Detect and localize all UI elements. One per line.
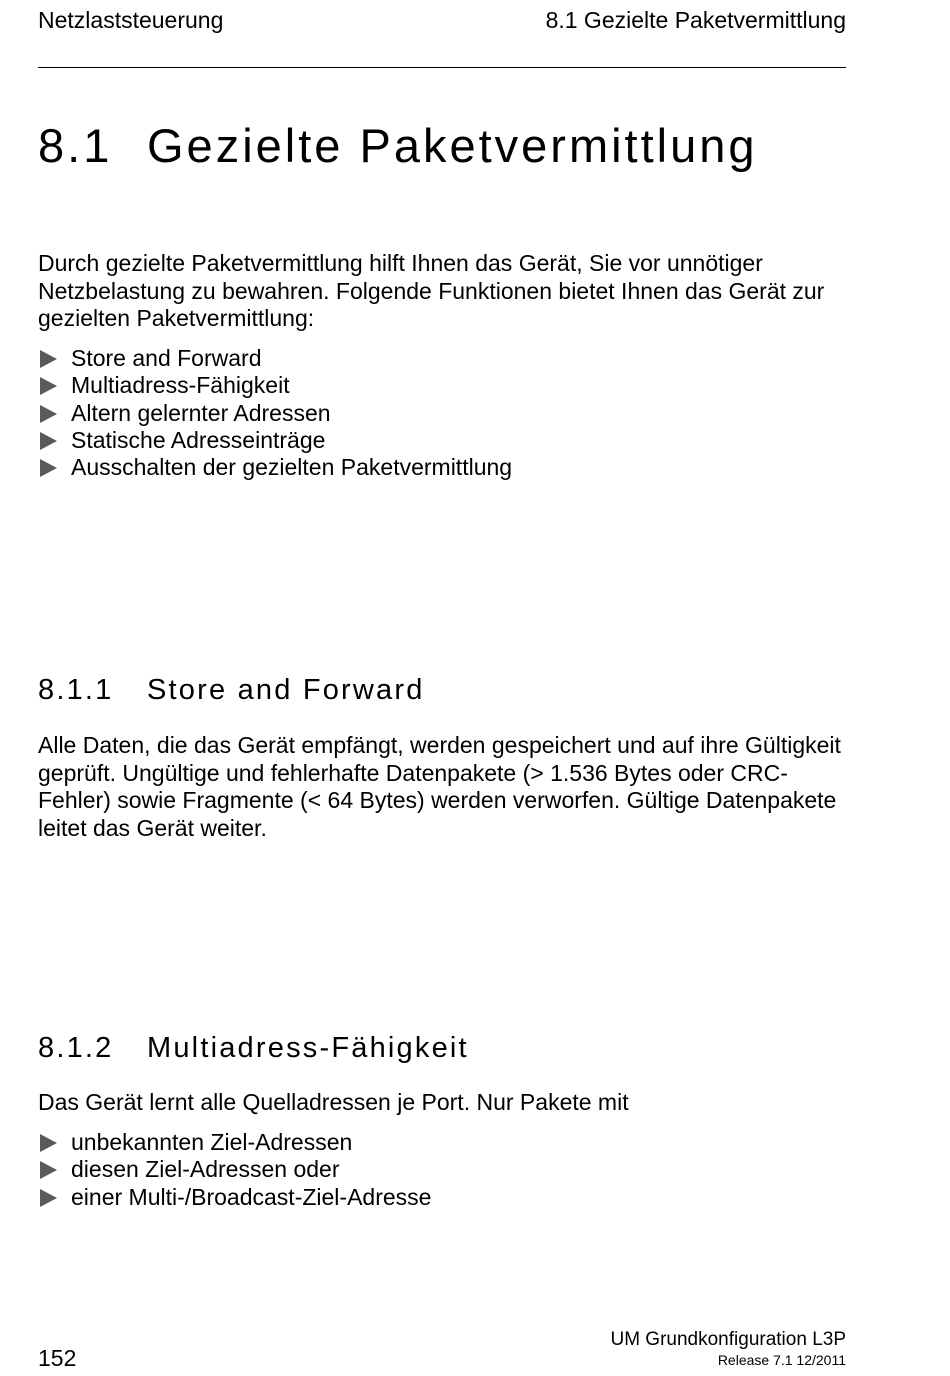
triangle-right-icon bbox=[40, 405, 57, 423]
store-forward-text: Alle Daten, die das Gerät empfängt, werden gespeichert und auf ihre Gültigkeit geprüft. Ungültige und fehlerhafte Datenpakete (> 1.536 Bytes oder CRC-Fehler) sowie Fragmente (< 64 Bytes) werden verworfen. Gültige Datenpakete leitet das Gerät weiter. bbox=[38, 732, 841, 841]
triangle-right-icon bbox=[40, 1134, 57, 1152]
triangle-right-icon bbox=[40, 459, 57, 477]
subsection-heading-store-forward bbox=[38, 673, 425, 707]
triangle-right-icon bbox=[40, 1189, 57, 1207]
footer-document-title: UM Grundkonfiguration L3P bbox=[610, 1329, 846, 1350]
section-number: 8.1 bbox=[38, 119, 113, 172]
list-item: einer Multi-/Broadcast-Ziel-Adresse bbox=[38, 1184, 431, 1211]
triangle-right-icon bbox=[40, 377, 57, 395]
feature-list bbox=[38, 345, 512, 481]
header-divider bbox=[38, 67, 846, 68]
section-heading bbox=[38, 118, 758, 174]
subsection-title: Store and Forward bbox=[147, 674, 425, 706]
section-intro: Durch gezielte Paketvermittlung hilft Ihnen das Gerät, Sie vor unnötiger Netzbelastung zu bewahren. Folgende Funktionen bietet Ihnen das Gerät zur gezielten Paketvermittlung: bbox=[38, 250, 825, 331]
list-item: Store and Forward bbox=[38, 345, 512, 372]
list-item: Ausschalten der gezielten Paketvermittlung bbox=[38, 454, 512, 481]
section-title: Gezielte Paketvermittlung bbox=[147, 119, 758, 172]
list-item: Multiadress-Fähigkeit bbox=[38, 372, 512, 399]
list-item: Altern gelernter Adressen bbox=[38, 400, 512, 427]
triangle-right-icon bbox=[40, 350, 57, 368]
triangle-right-icon bbox=[40, 1161, 57, 1179]
subsection-number: 8.1.2 bbox=[38, 1032, 114, 1064]
footer-release: Release 7.1 12/2011 bbox=[717, 1352, 846, 1368]
address-list bbox=[38, 1129, 431, 1211]
subsection-title: Multiadress-Fähigkeit bbox=[147, 1032, 469, 1064]
subsection-heading-multiaddress bbox=[38, 1031, 469, 1065]
list-item: diesen Ziel-Adressen oder bbox=[38, 1156, 431, 1183]
page-number: 152 bbox=[38, 1345, 77, 1371]
list-item: unbekannten Ziel-Adressen bbox=[38, 1129, 431, 1156]
subsection-number: 8.1.1 bbox=[38, 674, 114, 706]
list-item: Statische Adresseinträge bbox=[38, 427, 512, 454]
running-header-section: 8.1 Gezielte Paketvermittlung bbox=[545, 7, 846, 33]
running-header-chapter: Netzlaststeuerung bbox=[38, 7, 224, 33]
triangle-right-icon bbox=[40, 432, 57, 450]
multiaddress-text: Das Gerät lernt alle Quelladressen je Port. Nur Pakete mit bbox=[38, 1089, 629, 1115]
